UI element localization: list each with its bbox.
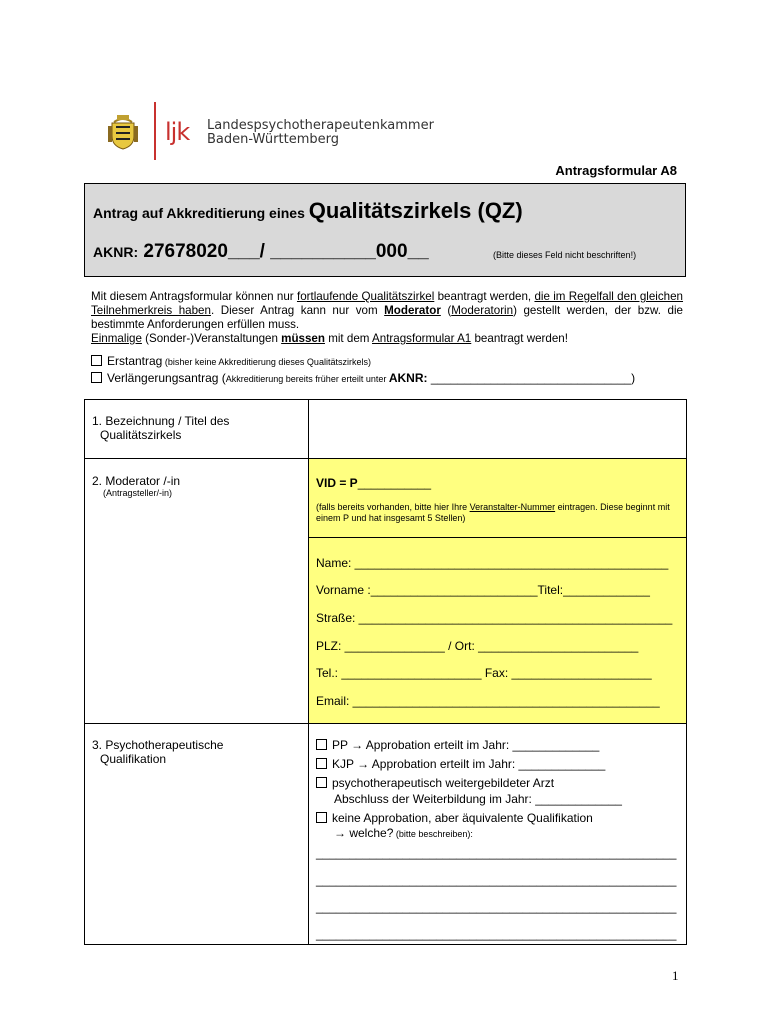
vid-note-text: (falls bereits vorhanden, bitte hier Ihre: [316, 502, 470, 512]
intro-text-moderatorin: Moderatorin: [451, 304, 514, 317]
erstantrag-note: (bisher keine Akkreditierung dieses Qualitätszirkels): [162, 357, 371, 367]
page-number: 1: [672, 968, 679, 983]
description-line[interactable]: ______________________________________________________: [316, 873, 677, 887]
kjp-label: KJP → Approbation erteilt im Jahr: _____________: [332, 757, 606, 771]
arzt-checkbox[interactable]: [316, 777, 327, 788]
keine-label: keine Approbation, aber äquivalente Qualifikation: [332, 811, 593, 825]
vid-note-link: Veranstalter-Nummer: [469, 502, 556, 512]
intro-text: (Sonder-)Veranstaltungen: [141, 332, 282, 345]
coat-of-arms-logo: [108, 114, 138, 150]
org-name-line2: Baden-Württemberg: [207, 132, 339, 147]
verlaengerung-paren: (: [218, 371, 226, 385]
description-line[interactable]: ______________________________________________________: [316, 846, 677, 860]
intro-text: mit dem: [324, 332, 373, 345]
intro-text-underlined: fortlaufende Qualitätszirkel: [296, 290, 435, 303]
keine-option[interactable]: [316, 811, 593, 825]
form-title: Antragsformular A8: [555, 163, 677, 178]
title-big: Qualitätszirkels (QZ): [308, 198, 523, 223]
arzt-label: psychotherapeutisch weitergebildeter Arzt: [332, 776, 555, 790]
row1-label-line2: Qualitätszirkels: [100, 428, 182, 442]
row2-label: 2. Moderator /-in: [92, 474, 181, 488]
aknr-row: [93, 241, 429, 263]
verlaengerung-aknr-field[interactable]: ______________________________): [427, 371, 636, 385]
verlaengerung-option: [91, 371, 635, 385]
tel-fax-field[interactable]: Tel.: _____________________ Fax: _____________________: [316, 666, 652, 680]
intro-text: ) gestellt werden, der bzw. die bestimmte Anforderungen erfüllen muss.: [91, 304, 683, 331]
pp-option[interactable]: [316, 738, 599, 752]
aknr-blank: ___/ __________000__: [227, 241, 429, 262]
pp-checkbox[interactable]: [316, 739, 327, 750]
kjp-checkbox[interactable]: [316, 758, 327, 769]
intro-text: beantragt werden,: [434, 290, 535, 303]
vid-note: [316, 502, 676, 524]
intro-text-muessen: müssen: [281, 332, 325, 345]
qz-title-field[interactable]: [309, 400, 686, 458]
logo-divider: [154, 102, 156, 160]
vid-label: VID = P: [316, 476, 358, 490]
aknr-note: (Bitte dieses Feld nicht beschriften!): [493, 250, 637, 260]
welche-label: → welche?: [334, 826, 394, 840]
row3-label: [92, 738, 223, 766]
name-field[interactable]: Name: _______________________________________________: [316, 556, 669, 570]
verlaengerung-checkbox[interactable]: [91, 372, 102, 383]
intro-paragraph: [91, 290, 683, 346]
welche-note: (bitte beschreiben):: [393, 829, 473, 839]
erstantrag-option: [91, 354, 371, 368]
row-divider: [309, 537, 686, 538]
verlaengerung-label: Verlängerungsantrag: [107, 371, 219, 385]
row3-label-line1: 3. Psychotherapeutische: [92, 738, 224, 752]
plz-ort-field[interactable]: PLZ: _______________ / Ort: ________________________: [316, 639, 639, 653]
intro-text: . Dieser Antrag kann nur vom: [210, 304, 385, 317]
email-field[interactable]: Email: ______________________________________________: [316, 694, 660, 708]
erstantrag-label: Erstantrag: [107, 354, 163, 368]
vorname-field[interactable]: Vorname :_________________________Titel:_____________: [316, 583, 650, 597]
row1-label-line1: 1. Bezeichnung / Titel des: [92, 414, 230, 428]
pp-label: PP → Approbation erteilt im Jahr: _____________: [332, 738, 600, 752]
ljk-logo: ljk: [165, 118, 190, 146]
application-table: [84, 399, 687, 945]
description-line[interactable]: ______________________________________________________: [316, 900, 677, 914]
intro-text-form-a1: Antragsformular A1: [372, 332, 472, 345]
intro-text: (: [440, 304, 452, 317]
aknr-value: 27678020: [138, 241, 228, 262]
title-box: [84, 183, 686, 277]
intro-text-moderator: Moderator: [384, 304, 441, 317]
description-line[interactable]: ______________________________________________________: [316, 927, 677, 941]
keine-welche: [334, 826, 473, 840]
aknr-label: AKNR:: [93, 244, 139, 260]
intro-text: Mit diesem Antragsformular können nur: [91, 290, 297, 303]
vid-note-text: eintragen. Diese beginnt mit einem P und hat insgesamt 5 Stellen): [316, 502, 670, 523]
strasse-field[interactable]: Straße: _______________________________________________: [316, 611, 673, 625]
intro-text: beantragt werden!: [471, 332, 568, 345]
intro-text-underlined: die im Regelfall den gleichen Teilnehmerkreis haben: [91, 290, 684, 317]
verlaengerung-note: Akkreditierung bereits früher erteilt unter: [225, 374, 389, 384]
row-divider: [85, 723, 686, 724]
vid-field[interactable]: [316, 476, 431, 490]
column-divider: [308, 400, 309, 944]
row2-sublabel: (Antragsteller/-in): [103, 488, 173, 498]
title-prefix: Antrag auf Akkreditierung eines: [93, 205, 309, 221]
application-title: [93, 198, 523, 224]
arzt-option[interactable]: [316, 776, 554, 790]
kjp-option[interactable]: [316, 757, 605, 771]
row-divider: [85, 458, 686, 459]
arzt-year-field[interactable]: Abschluss der Weiterbildung im Jahr: _____________: [334, 792, 622, 806]
keine-checkbox[interactable]: [316, 812, 327, 823]
intro-text-einmalige: Einmalige: [91, 332, 142, 345]
row3-label-line2: Qualifikation: [100, 752, 167, 766]
erstantrag-checkbox[interactable]: [91, 355, 102, 366]
org-name-line1: Landespsychotherapeutenkammer: [207, 118, 434, 133]
row1-label: [92, 414, 229, 442]
verlaengerung-aknr-label: AKNR:: [388, 371, 428, 385]
vid-blank: ___________: [357, 476, 432, 490]
